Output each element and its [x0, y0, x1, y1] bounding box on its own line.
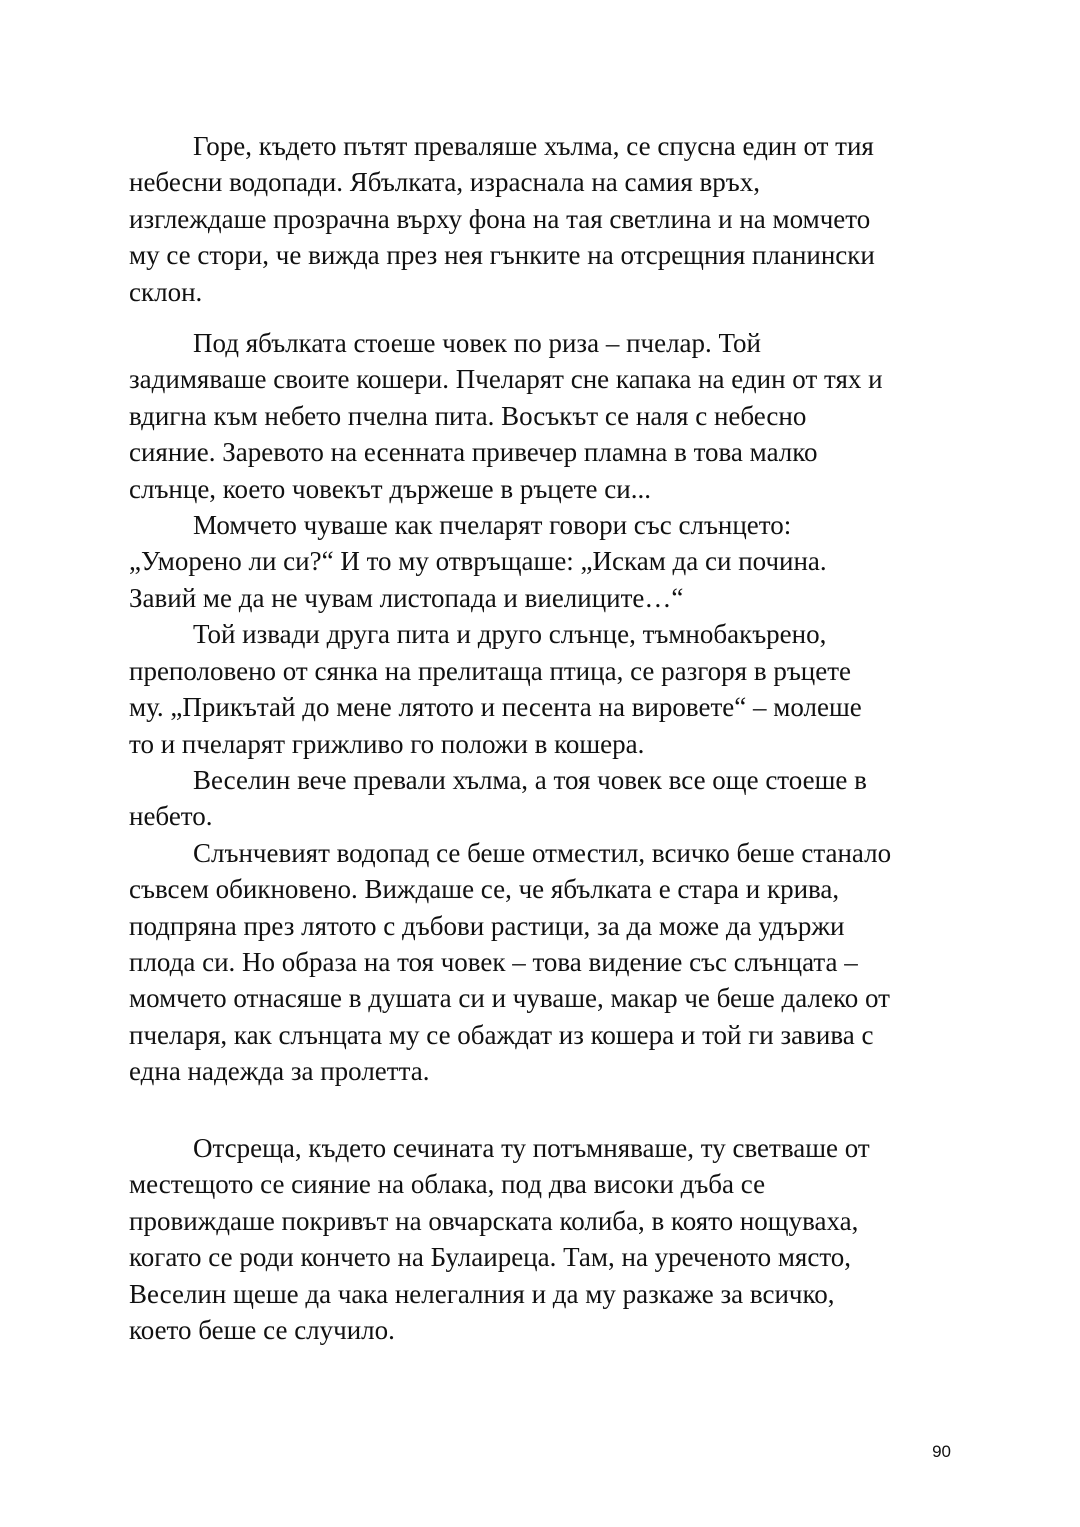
line: местещото се сияние на облака, под два високи дъба се [129, 1169, 766, 1200]
line: Под ябълката стоеше човек по риза – пчелар. Той [193, 328, 761, 359]
line: когато се роди кончето на Булаиреца. Там, на уреченото място, [129, 1242, 852, 1273]
paragraph-6 [129, 835, 954, 1090]
paragraph-2 [129, 325, 954, 507]
line: задимяваше своите кошери. Пчеларят сне капака на един от тях и [129, 364, 883, 395]
line: пчеларя, как слънцата му се обаждат из кошера и той ги завива с [129, 1019, 874, 1050]
paragraph-3 [129, 507, 954, 616]
paragraph-spacer [129, 310, 954, 325]
line: плода си. Но образа на тоя човек – това видение със слънцата – [129, 946, 858, 977]
paragraph-7 [129, 1130, 954, 1348]
line: което беше се случило. [129, 1315, 395, 1346]
line: „Уморено ли си?“ И то му отвръщаше: „Искам да си почина. [129, 546, 827, 577]
line: изглеждаше прозрачна върху фона на тая светлина и на момчето [129, 203, 871, 234]
line: подпряна през лятото с дъбови растици, за да може да удържи [129, 910, 845, 941]
line: Той извади друга пита и друго слънце, тъмнобакърено, [193, 619, 827, 650]
line: провиждаше покривът на овчарската колиба, в която нощуваха, [129, 1205, 859, 1236]
paragraph-1 [129, 128, 954, 310]
paragraph-4 [129, 616, 954, 762]
paragraph-5 [129, 762, 954, 835]
line: момчето отнасяше в душата си и чуваше, макар че беше далеко от [129, 983, 890, 1014]
line: Слънчевият водопад се беше отместил, всичко беше станало [193, 837, 892, 868]
line: склон. [129, 276, 203, 307]
line: Горе, където пътят преваляше хълма, се спусна един от тия [193, 131, 874, 161]
text-section-2 [129, 1130, 954, 1348]
line: небесни водопади. Ябълката, израснала на самия връх, [129, 167, 760, 198]
line: съвсем обикновено. Виждаше се, че ябълката е стара и крива, [129, 874, 840, 905]
line: небето. [129, 801, 213, 832]
line: слънце, което човекът държеше в ръцете си... [129, 473, 651, 504]
line: сияние. Заревото на есенната привечер пламна в това малко [129, 437, 818, 468]
line: то и пчеларят грижливо го положи в кошера. [129, 728, 645, 759]
line: вдигна към небето пчелна пита. Восъкът се наля с небесно [129, 400, 807, 431]
page-number: 90 [932, 1442, 951, 1461]
line: Отсреща, където сечината ту потъмняваше, ту светваше от [193, 1133, 870, 1163]
line: една надежда за пролетта. [129, 1056, 430, 1087]
line: му се стори, че вижда през нея гънките на отсрещния планински [129, 240, 875, 271]
line: му. „Прикътай до мене лятото и песента на вировете“ – молеше [129, 692, 862, 723]
text-section-1 [129, 128, 954, 1090]
line: преполовено от сянка на прелитаща птица, се разгоря в ръцете [129, 655, 852, 686]
line: Веселин вече превали хълма, а тоя човек все още стоеше в [193, 764, 867, 795]
line: Момчето чуваше как пчеларят говори със слънцето: [193, 510, 792, 541]
line: Завий ме да не чувам листопада и виелиците…“ [129, 582, 684, 613]
line: Веселин щеше да чака нелегалния и да му разкаже за всичко, [129, 1278, 835, 1309]
